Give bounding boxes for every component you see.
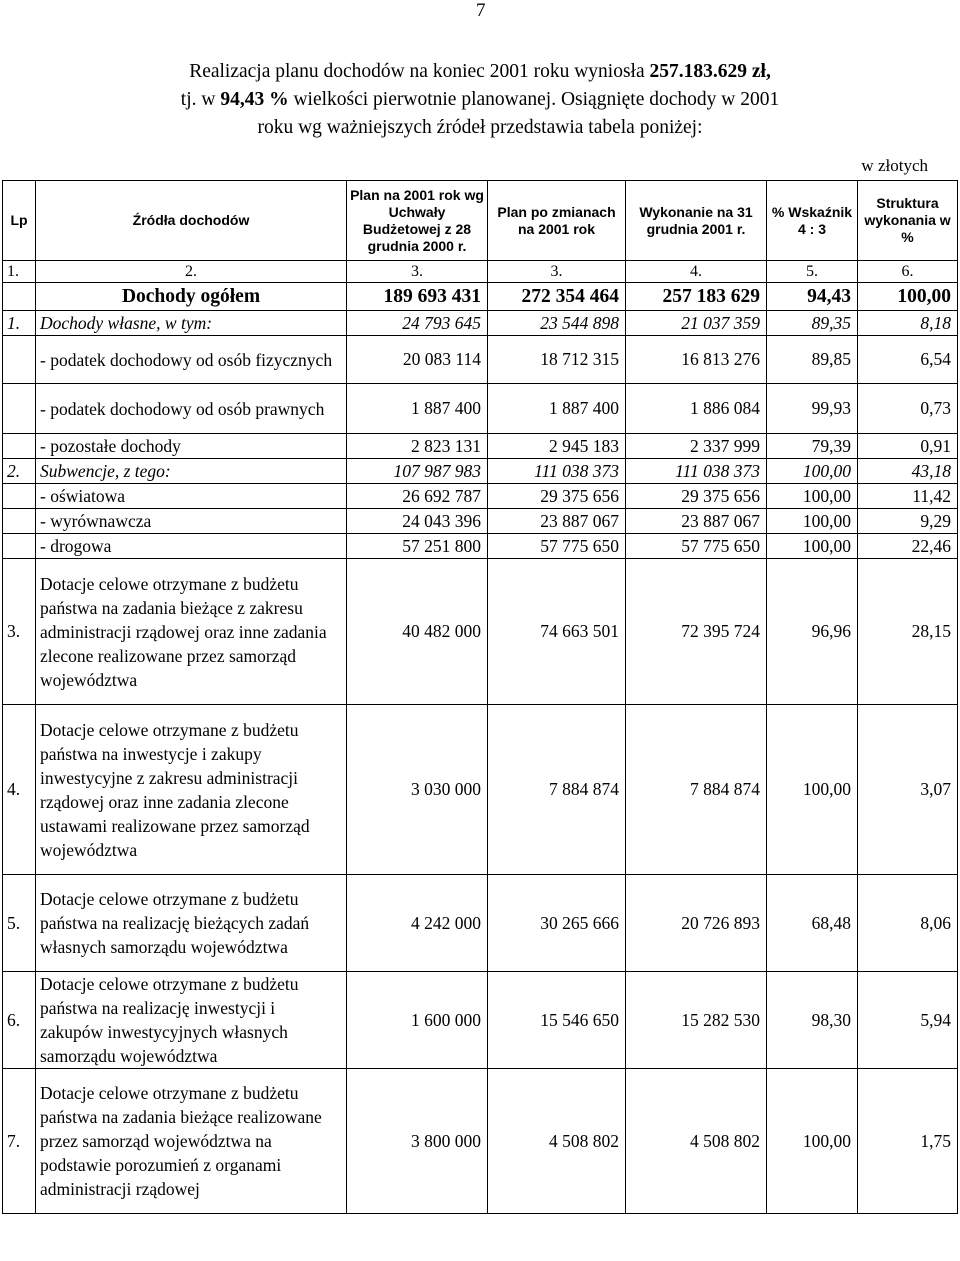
intro-line-2 [0, 86, 960, 114]
row-plan-changed: 2 945 183 [488, 434, 626, 459]
row-execution: 2 337 999 [626, 434, 767, 459]
intro-line-3: roku wg ważniejszych źródeł przedstawia tabela poniżej: [257, 117, 703, 138]
row-lp [3, 384, 36, 434]
row-plan-changed: 7 884 874 [488, 705, 626, 875]
row-percent: 98,30 [767, 972, 858, 1069]
index-cell: 4. [626, 261, 767, 283]
row-source: Dotacje celowe otrzymane z budżetu państwa na realizację bieżących zadań własnych samorządu województwa [36, 875, 347, 972]
row-lp [3, 534, 36, 559]
table-row [3, 534, 958, 559]
intro-line-1 [0, 58, 960, 86]
row-plan: 26 692 787 [347, 484, 488, 509]
table-row [3, 459, 958, 484]
row-percent: 100,00 [767, 534, 858, 559]
header-plan-changed: Plan po zmianach na 2001 rok [488, 181, 626, 261]
row-plan: 1 887 400 [347, 384, 488, 434]
row-structure: 11,42 [858, 484, 958, 509]
table-row [3, 283, 958, 311]
row-lp: 1. [3, 311, 36, 336]
intro-text: wielkości pierwotnie planowanej. Osiągnięte dochody w 2001 [288, 89, 780, 110]
intro-text: tj. w [180, 89, 221, 110]
row-plan: 40 482 000 [347, 559, 488, 705]
header-execution: Wykonanie na 31 grudnia 2001 r. [626, 181, 767, 261]
row-percent: 79,39 [767, 434, 858, 459]
row-source: - podatek dochodowy od osób prawnych [36, 384, 347, 434]
row-plan: 1 600 000 [347, 972, 488, 1069]
row-plan-changed: 4 508 802 [488, 1069, 626, 1214]
row-percent: 89,85 [767, 336, 858, 384]
row-execution: 72 395 724 [626, 559, 767, 705]
row-structure: 6,54 [858, 336, 958, 384]
row-source: - drogowa [36, 534, 347, 559]
row-source: Dochody własne, w tym: [36, 311, 347, 336]
row-lp: 2. [3, 459, 36, 484]
page-number: 7 [476, 0, 486, 21]
total-amount: 257.183.629 zł [649, 61, 766, 82]
table-row [3, 1069, 958, 1214]
row-execution: 1 886 084 [626, 384, 767, 434]
intro-paragraph [0, 58, 960, 142]
row-structure: 8,18 [858, 311, 958, 336]
table-row [3, 484, 958, 509]
table-row [3, 875, 958, 972]
row-structure: 5,94 [858, 972, 958, 1069]
row-structure: 1,75 [858, 1069, 958, 1214]
row-structure: 3,07 [858, 705, 958, 875]
row-source: - pozostałe dochody [36, 434, 347, 459]
row-lp [3, 509, 36, 534]
row-percent: 100,00 [767, 1069, 858, 1214]
row-plan-changed: 111 038 373 [488, 459, 626, 484]
table-row [3, 509, 958, 534]
row-plan-changed: 74 663 501 [488, 559, 626, 705]
header-plan: Plan na 2001 rok wg Uchwały Budżetowej z 28 grudnia 2000 r. [347, 181, 488, 261]
row-source: - oświatowa [36, 484, 347, 509]
row-percent: 96,96 [767, 559, 858, 705]
row-plan: 3 800 000 [347, 1069, 488, 1214]
table-row [3, 384, 958, 434]
index-row [3, 261, 958, 283]
row-percent: 89,35 [767, 311, 858, 336]
row-execution: 29 375 656 [626, 484, 767, 509]
index-cell: 3. [347, 261, 488, 283]
table-row [3, 336, 958, 384]
row-plan-changed: 23 544 898 [488, 311, 626, 336]
row-execution: 16 813 276 [626, 336, 767, 384]
row-plan: 4 242 000 [347, 875, 488, 972]
row-structure: 9,29 [858, 509, 958, 534]
row-structure: 0,73 [858, 384, 958, 434]
row-plan-changed: 57 775 650 [488, 534, 626, 559]
row-percent: 68,48 [767, 875, 858, 972]
unit-note: w złotych [861, 156, 928, 175]
row-plan: 24 793 645 [347, 311, 488, 336]
row-plan: 189 693 431 [347, 283, 488, 311]
intro-text: Realizacja planu dochodów na koniec 2001 roku wyniosła [189, 61, 650, 82]
row-structure: 0,91 [858, 434, 958, 459]
row-execution: 21 037 359 [626, 311, 767, 336]
row-structure: 43,18 [858, 459, 958, 484]
table-row [3, 559, 958, 705]
row-percent: 100,00 [767, 705, 858, 875]
row-plan-changed: 15 546 650 [488, 972, 626, 1069]
revenue-table [2, 180, 958, 1214]
total-percent: 94,43 % [220, 89, 289, 110]
row-execution: 57 775 650 [626, 534, 767, 559]
row-source: Dotacje celowe otrzymane z budżetu państwa na zadania bieżące z zakresu administracji rządowej oraz inne zadania zlecone realizowane przez samorząd województwa [36, 559, 347, 705]
index-cell: 2. [36, 261, 347, 283]
table-row [3, 972, 958, 1069]
row-execution: 257 183 629 [626, 283, 767, 311]
row-source: Dochody ogółem [36, 283, 347, 311]
row-source: - wyrównawcza [36, 509, 347, 534]
header-structure: Struktura wykonania w % [858, 181, 958, 261]
row-plan: 24 043 396 [347, 509, 488, 534]
row-plan: 3 030 000 [347, 705, 488, 875]
row-source: Dotacje celowe otrzymane z budżetu państwa na realizację inwestycji i zakupów inwestycyjnych własnych samorządu województwa [36, 972, 347, 1069]
row-structure: 22,46 [858, 534, 958, 559]
row-plan-changed: 30 265 666 [488, 875, 626, 972]
row-plan: 20 083 114 [347, 336, 488, 384]
row-source: - podatek dochodowy od osób fizycznych [36, 336, 347, 384]
row-lp [3, 484, 36, 509]
index-cell: 5. [767, 261, 858, 283]
row-percent: 100,00 [767, 484, 858, 509]
row-execution: 7 884 874 [626, 705, 767, 875]
row-source: Dotacje celowe otrzymane z budżetu państwa na zadania bieżące realizowane przez samorząd województwa na podstawie porozumień z organami administracji rządowej [36, 1069, 347, 1214]
row-lp [3, 336, 36, 384]
row-source: Dotacje celowe otrzymane z budżetu państwa na inwestycje i zakupy inwestycyjne z zakresu administracji rządowej oraz inne zadania zlecone ustawami realizowane przez samorząd województwa [36, 705, 347, 875]
index-cell: 6. [858, 261, 958, 283]
table-row [3, 311, 958, 336]
row-lp: 6. [3, 972, 36, 1069]
row-percent: 94,43 [767, 283, 858, 311]
row-lp: 3. [3, 559, 36, 705]
row-structure: 8,06 [858, 875, 958, 972]
row-percent: 99,93 [767, 384, 858, 434]
row-plan-changed: 29 375 656 [488, 484, 626, 509]
row-lp [3, 434, 36, 459]
row-plan-changed: 23 887 067 [488, 509, 626, 534]
row-plan: 2 823 131 [347, 434, 488, 459]
row-plan-changed: 1 887 400 [488, 384, 626, 434]
row-execution: 4 508 802 [626, 1069, 767, 1214]
row-source: Subwencje, z tego: [36, 459, 347, 484]
row-execution: 15 282 530 [626, 972, 767, 1069]
row-plan: 107 987 983 [347, 459, 488, 484]
row-plan-changed: 272 354 464 [488, 283, 626, 311]
table-row [3, 434, 958, 459]
row-percent: 100,00 [767, 459, 858, 484]
table-row [3, 705, 958, 875]
header-percent: % Wskaźnik 4 : 3 [767, 181, 858, 261]
row-structure: 28,15 [858, 559, 958, 705]
index-cell: 3. [488, 261, 626, 283]
intro-comma: , [765, 61, 771, 82]
row-lp [3, 283, 36, 311]
header-row [3, 181, 958, 261]
row-lp: 4. [3, 705, 36, 875]
row-percent: 100,00 [767, 509, 858, 534]
row-execution: 111 038 373 [626, 459, 767, 484]
row-structure: 100,00 [858, 283, 958, 311]
index-cell: 1. [3, 261, 36, 283]
header-source: Źródła dochodów [36, 181, 347, 261]
row-lp: 5. [3, 875, 36, 972]
row-execution: 20 726 893 [626, 875, 767, 972]
row-plan: 57 251 800 [347, 534, 488, 559]
row-plan-changed: 18 712 315 [488, 336, 626, 384]
row-lp: 7. [3, 1069, 36, 1214]
header-lp: Lp [3, 181, 36, 261]
row-execution: 23 887 067 [626, 509, 767, 534]
